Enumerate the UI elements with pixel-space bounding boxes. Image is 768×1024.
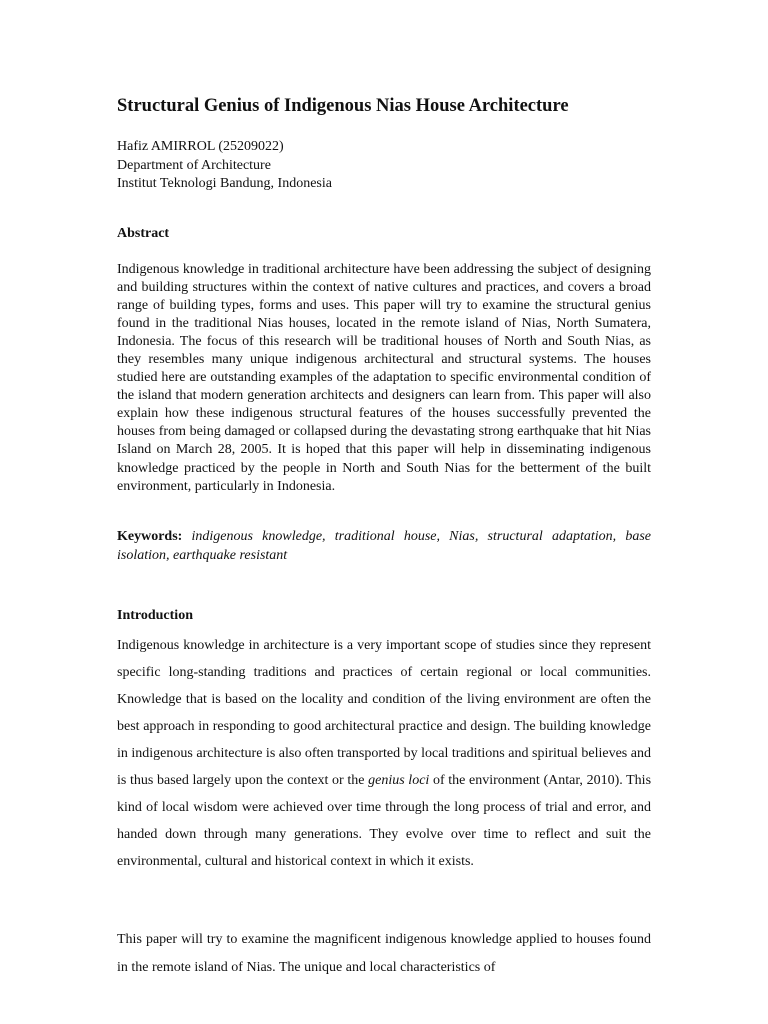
author-department: Department of Architecture	[117, 157, 271, 173]
intro-text-part1: Indigenous knowledge in architecture is a very important scope of studies since they represent specific long-standing traditions and practices of certain regional or local communities. Knowledge that is based on the locality and condition of the living environment are often the best approach in responding to good architectural practice and design. The building knowledge in indigenous architecture is also often transported by local traditions and spiritual believes and is thus based largely upon the context or the	[117, 638, 651, 788]
paper-title: Structural Genius of Indigenous Nias House Architecture	[117, 96, 569, 116]
introduction-paragraph	[117, 632, 651, 875]
second-paragraph: This paper will try to examine the magnificent indigenous knowledge applied to houses found in the remote island of Nias. The unique and local characteristics of	[117, 932, 651, 975]
abstract-heading: Abstract	[117, 226, 170, 241]
keywords-label: Keywords:	[117, 529, 183, 544]
author-block	[117, 138, 332, 194]
keywords	[117, 527, 651, 565]
keywords-list: indigenous knowledge, traditional house, Nias, structural adaptation, base isolation, earthquake resistant	[117, 529, 652, 563]
author-name: Hafiz AMIRROL (25209022)	[117, 139, 284, 154]
intro-italic-term: genius loci	[368, 773, 430, 788]
abstract-text: Indigenous knowledge in traditional architecture have been addressing the subject of designing and building structures within the context of native cultures and practices, and covers a broad range of building types, forms and uses. This paper will try to examine the structural genius found in the traditional Nias houses, located in the remote island of Nias, North Sumatera, Indonesia. The focus of this research will be traditional houses of North and South Nias, as they resembles many unique indigenous architectural and structural systems. The houses studied here are outstanding examples of the adaptation to specific environmental condition of the island that modern generation architects and designers can learn from. This paper will also explain how these indigenous structural features of the houses successfully prevented the houses from being damaged or collapsed during the devastating strong earthquake that hit Nias Island on March 28, 2005. It is hoped that this paper will help in disseminating indigenous knowledge practiced by the people in North and South Nias for the betterment of the built environment, particularly in Indonesia.	[117, 262, 651, 494]
intro-text-part2: of the environment (Antar, 2010). This kind of local wisdom were achieved over time through the long process of trial and error, and handed down through many generations. They evolve over time to reflect and suit the environmental, cultural and historical context in which it exists.	[117, 773, 652, 869]
introduction-heading: Introduction	[117, 608, 193, 623]
author-institution: Institut Teknologi Bandung, Indonesia	[117, 176, 332, 191]
